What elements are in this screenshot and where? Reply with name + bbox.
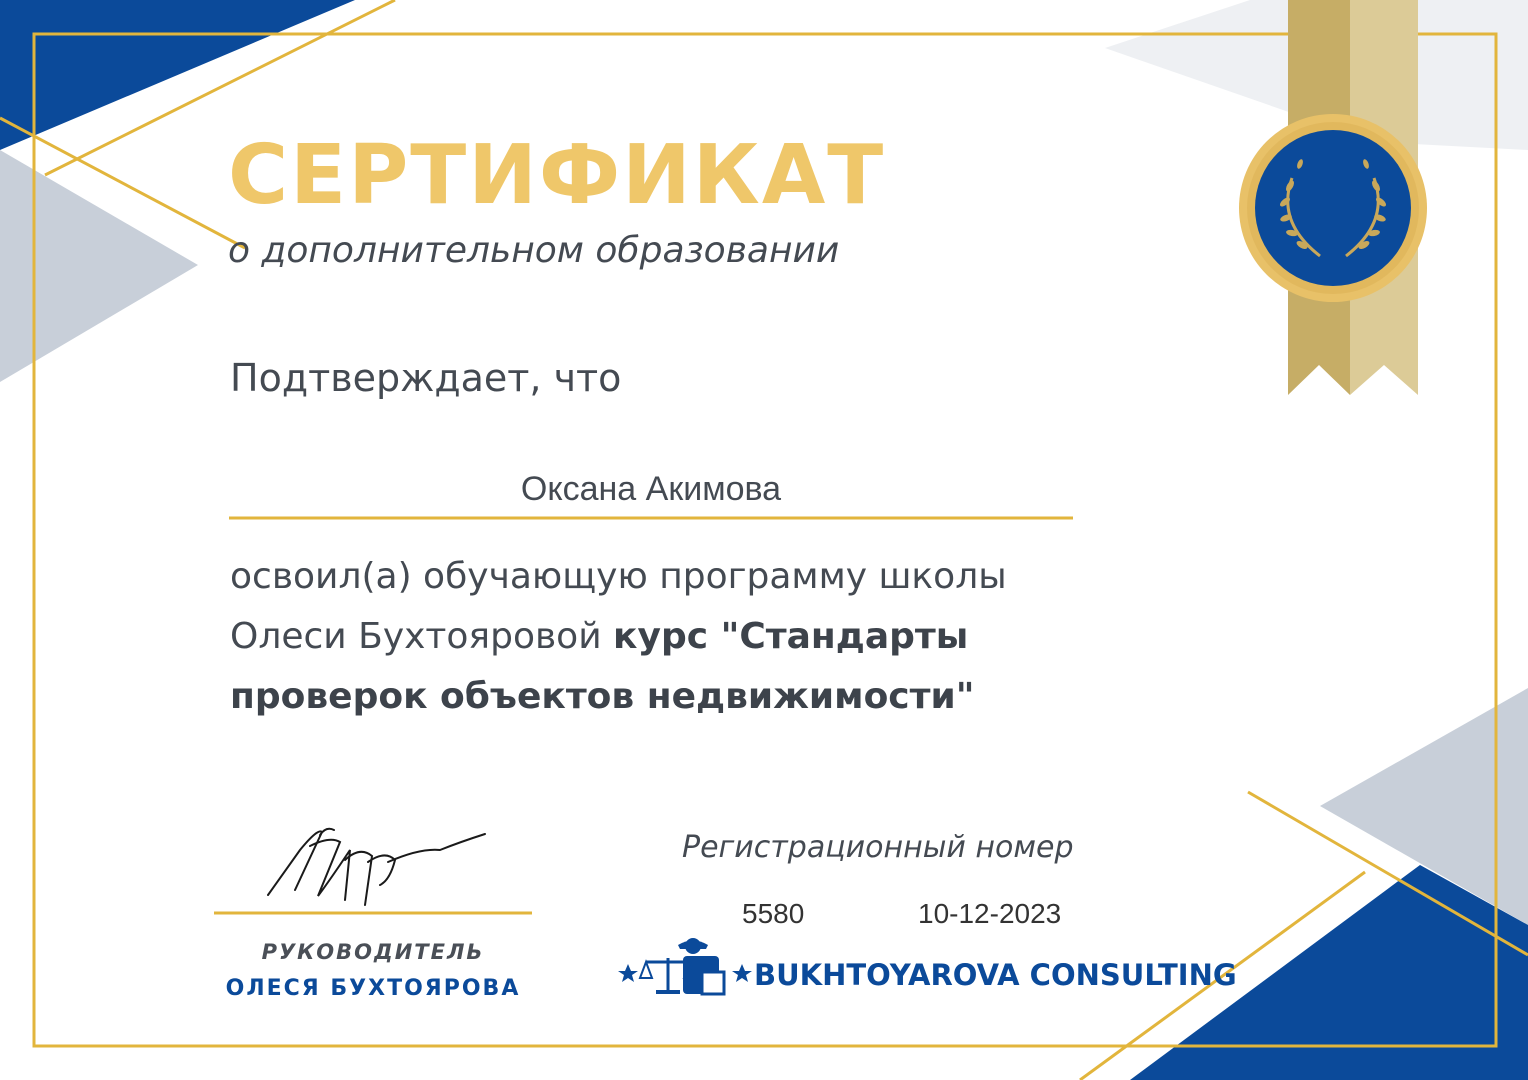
school-name: Олеси Бухтояровой bbox=[230, 616, 614, 657]
signatory-name: ОЛЕСЯ БУХТОЯРОВА bbox=[225, 976, 521, 1001]
course-title-start: курс "Стандарты bbox=[613, 616, 969, 657]
recipient-name: Оксана Акимова bbox=[520, 470, 782, 508]
program-text-line-2 bbox=[230, 616, 968, 657]
program-text-line-1: освоил(а) обучающую программу школы bbox=[230, 556, 1007, 597]
left-gray-triangle bbox=[0, 150, 198, 382]
brand-name: BUKHTOYAROVA CONSULTING bbox=[754, 958, 1237, 992]
handwritten-signature bbox=[268, 829, 485, 905]
confirmation-text: Подтверждает, что bbox=[230, 356, 622, 400]
registration-number: 5580 bbox=[742, 898, 805, 929]
registration-label: Регистрационный номер bbox=[682, 830, 1074, 865]
certificate-title: СЕРТИФИКАТ bbox=[228, 128, 886, 223]
course-title-end: проверок объектов недвижимости" bbox=[230, 676, 975, 717]
signatory-title: РУКОВОДИТЕЛЬ bbox=[261, 940, 485, 964]
scales-of-justice-logo-icon bbox=[618, 938, 752, 994]
certificate-subtitle: о дополнительном образовании bbox=[228, 230, 840, 271]
registration-date: 10-12-2023 bbox=[918, 898, 1062, 929]
laurel-wreath-seal-icon bbox=[1239, 114, 1427, 302]
